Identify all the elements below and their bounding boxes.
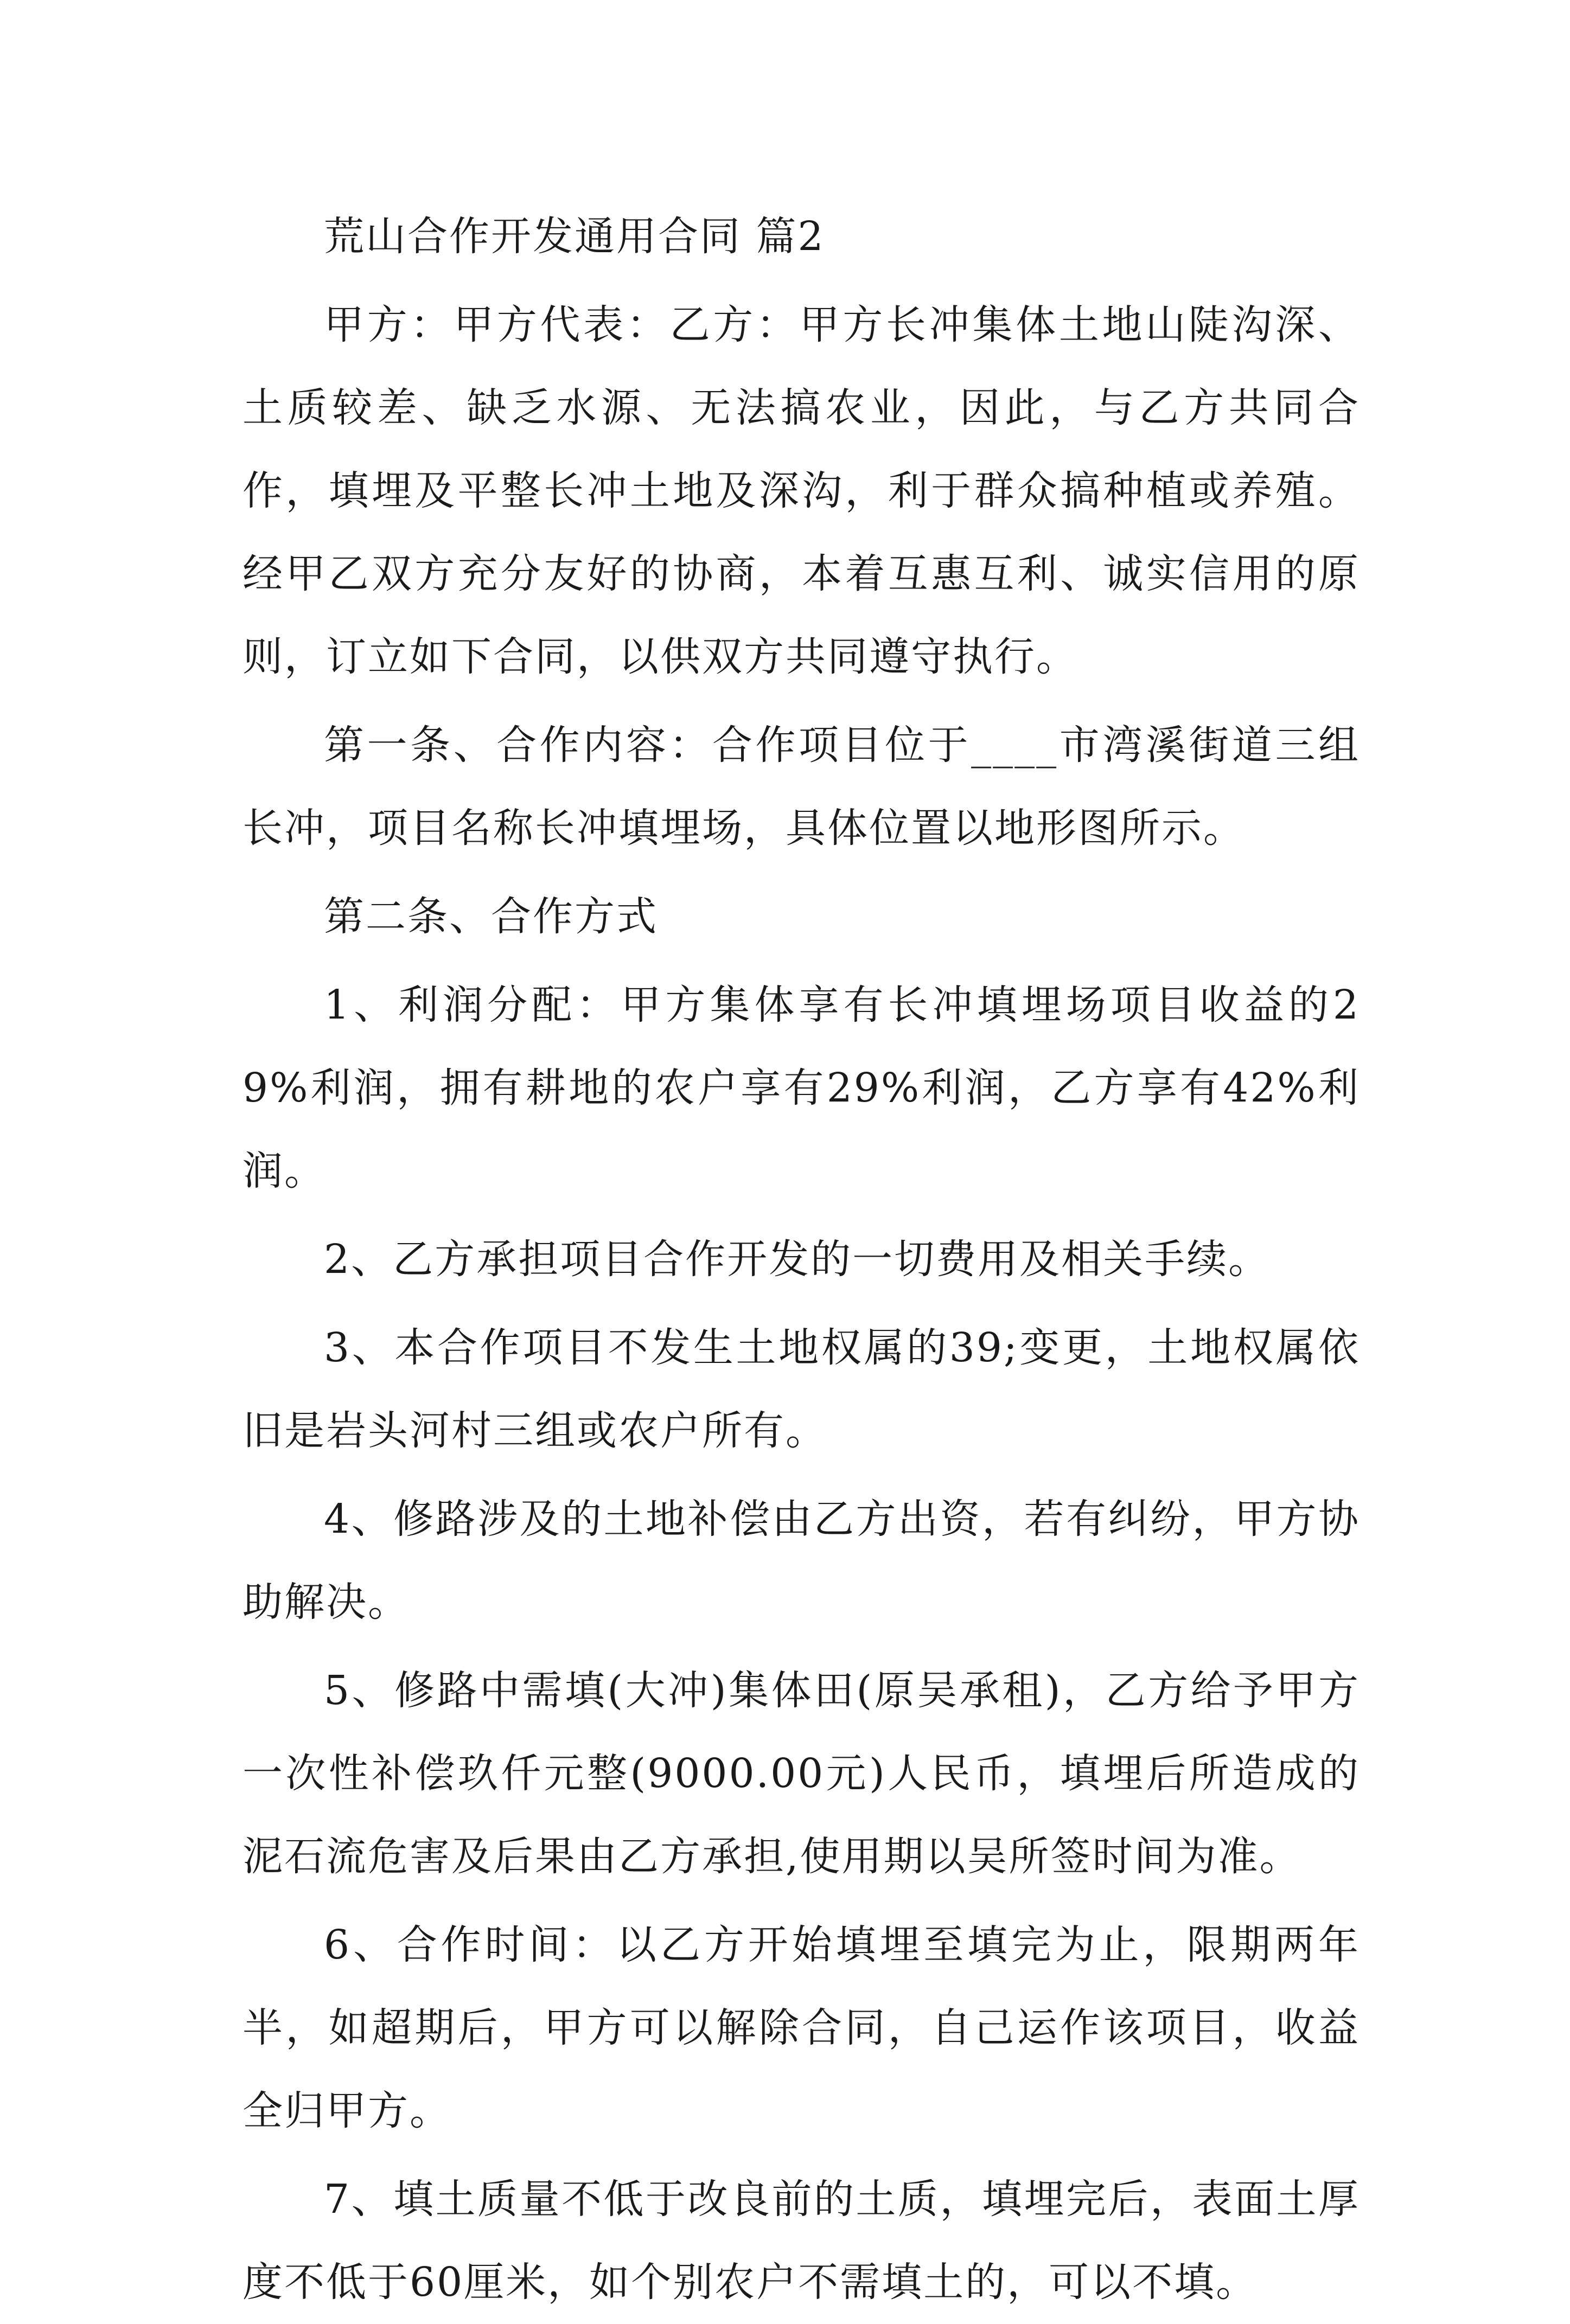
paragraph-item-2: 2、乙方承担项目合作开发的一切费用及相关手续。 — [324, 1236, 1271, 1283]
paragraph-article-1: 第一条、合作内容：合作项目位于____市湾溪街道三组长冲，项目名称长冲填埋场，具体位置以地形图所示。 — [242, 722, 1360, 852]
document-body — [242, 195, 1360, 2324]
document-title: 荒山合作开发通用合同 篇2 — [324, 213, 825, 260]
paragraph-item-6: 6、合作时间：以乙方开始填埋至填完为止，限期两年半，如超期后，甲方可以解除合同，自己运作该项目，收益全归甲方。 — [242, 1922, 1360, 2134]
paragraph-parties: 甲方：甲方代表：乙方：甲方长冲集体土地山陡沟深、土质较差、缺乏水源、无法搞农业，因此，与乙方共同合作，填埋及平整长冲土地及深沟，利于群众搞种植或养殖。经甲乙双方充分友好的协商，本着互惠互利、诚实信用的原则，订立如下合同，以供双方共同遵守执行。 — [242, 302, 1360, 680]
paragraph-item-4: 4、修路涉及的土地补偿由乙方出资，若有纠纷，甲方协助解决。 — [242, 1496, 1360, 1625]
paragraph-item-3: 3、本合作项目不发生土地权属的39;变更，土地权属依旧是岩头河村三组或农户所有。 — [242, 1324, 1360, 1454]
paragraph-item-7: 7、填土质量不低于改良前的土质，填埋完后，表面土厚度不低于60厘米，如个别农户不需填土的，可以不填。 — [242, 2176, 1360, 2306]
paragraph-item-1: 1、利润分配：甲方集体享有长冲填埋场项目收益的29%利润，拥有耕地的农户享有29%利润，乙方享有42%利润。 — [242, 982, 1360, 1194]
paragraph-article-2-heading: 第二条、合作方式 — [324, 893, 658, 940]
paragraph-item-5: 5、修路中需填(大冲)集体田(原吴承租)，乙方给予甲方一次性补偿玖仟元整(9000.00元)人民币，填埋后所造成的泥石流危害及后果由乙方承担,使用期以吴所签时间为准。 — [242, 1667, 1360, 1880]
